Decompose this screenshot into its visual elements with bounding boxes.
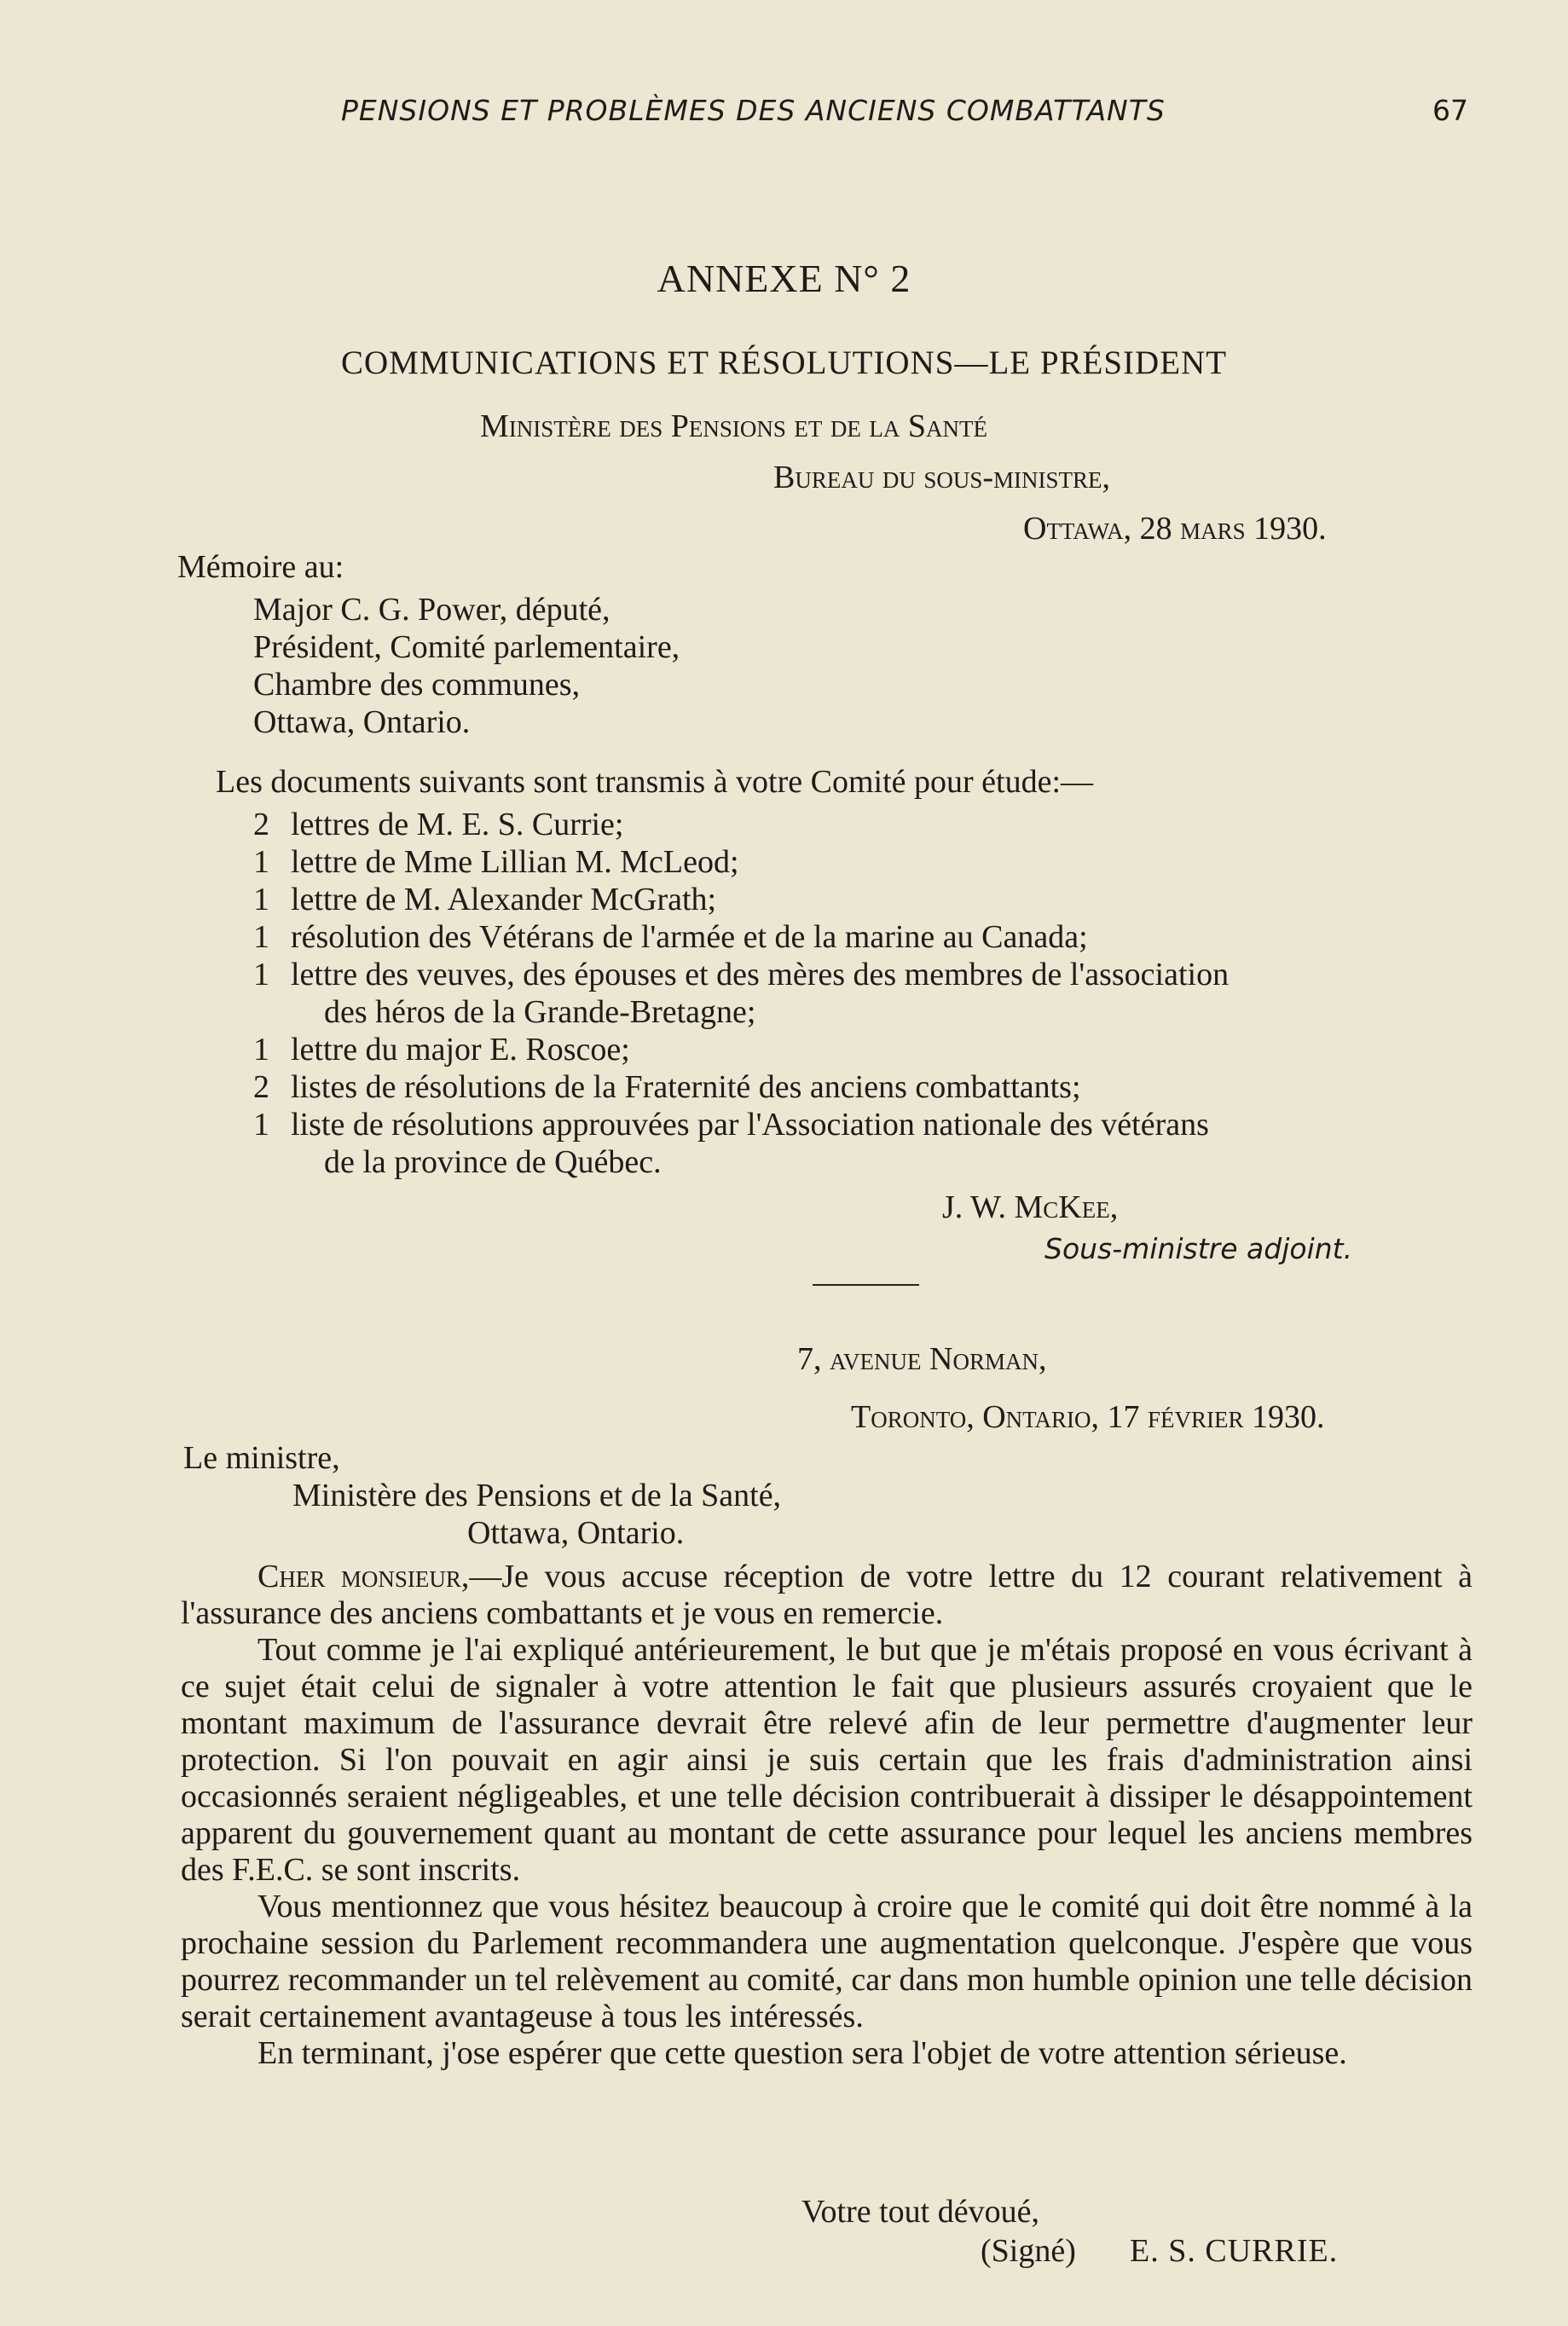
item-text: liste de résolutions approuvées par l'Association nationale des vétérans <box>291 1107 1209 1143</box>
list-item <box>253 1106 1209 1143</box>
recipient-line: Ottawa, Ontario. <box>467 1515 685 1551</box>
memo-signature-name: J. W. McKee, <box>942 1189 1119 1225</box>
addressee-line: Chambre des communes, <box>253 667 581 703</box>
letter-paragraph <box>181 1559 1473 1632</box>
addressee-line: Ottawa, Ontario. <box>253 704 471 740</box>
letter-place-date-text: Toronto, Ontario, 17 février 1930. <box>851 1399 1325 1435</box>
list-item <box>253 956 1229 993</box>
letter-paragraph: En terminant, j'ose espérer que cette question sera l'objet de votre attention sérieuse. <box>257 2035 1347 2071</box>
signed-label: (Signé) <box>981 2233 1076 2269</box>
annexe-title: ANNEXE N° 2 <box>657 257 911 300</box>
salutation: Cher monsieur, <box>257 1559 470 1594</box>
list-item <box>253 1068 1081 1106</box>
letter-paragraph: Vous mentionnez que vous hésitez beaucoup à croire que le comité qui doit être nommé à la prochaine session du Parlement recommandera une augmentation quelconque. J'espère que vous pourrez recommander un tel relèvement au comité, car dans mon humble opinion une telle décision serait certainement avantageuse à tous les intéressés. <box>181 1889 1473 2034</box>
item-text: lettres de M. E. S. Currie; <box>291 807 624 842</box>
memo-label: Mémoire au: <box>177 549 344 585</box>
addressee-line: Major C. G. Power, député, <box>253 592 610 628</box>
memo-place-date <box>1023 510 1327 547</box>
memo-place-date-text: Ottawa, 28 mars 1930. <box>1023 511 1327 547</box>
running-head-title: PENSIONS ET PROBLÈMES DES ANCIENS COMBATTANTS <box>341 94 1166 127</box>
item-count: 1 <box>253 957 269 992</box>
section-title: COMMUNICATIONS ET RÉSOLUTIONS—LE PRÉSIDENT <box>340 344 1228 381</box>
letter-signer: E. S. CURRIE. <box>1130 2233 1339 2269</box>
bureau-line: Bureau du sous-ministre, <box>773 460 1111 495</box>
recipient-line: Le ministre, <box>183 1440 340 1476</box>
item-text: lettre des veuves, des épouses et des mères des membres de l'association <box>291 957 1230 992</box>
item-count: 1 <box>253 1032 269 1068</box>
list-item <box>253 843 739 881</box>
item-continuation: de la province de Québec. <box>324 1144 662 1180</box>
item-text: résolution des Vétérans de l'armée et de la marine au Canada; <box>291 919 1088 955</box>
item-count: 2 <box>253 807 269 842</box>
letter-paragraph: Tout comme je l'ai expliqué antérieurement, le but que je m'étais proposé en vous écrivant à ce sujet était celui de signaler à votre attention le fait que plusieurs assurés croyaient que le montant maximum de l'assurance devrait être relevé afin de leur permettre d'augmenter leur protection. Si l'on pouvait en agir ainsi je suis certain que les frais d'administration ainsi occasionnés seraient négligeables, et une telle décision contribuerait à dissiper le désappointement apparent du gouvernement quant au montant de cette assurance pour lequel les anciens membres des F.E.C. se sont inscrits. <box>181 1632 1473 1888</box>
item-count: 1 <box>253 919 269 955</box>
item-count: 1 <box>253 844 269 880</box>
item-text: lettre de M. Alexander McGrath; <box>291 882 717 917</box>
memo-intro: Les documents suivants sont transmis à votre Comité pour étude:— <box>216 764 1094 800</box>
paragraph-text: —Je vous accuse réception de votre lettre du 12 courant relativement à l'assurance des anciens combattants et je vous en remercie. <box>181 1559 1473 1631</box>
list-item <box>253 918 1088 956</box>
ministry-line: Ministère des Pensions et de la Santé <box>480 408 988 444</box>
list-item <box>253 1031 630 1068</box>
page-number: 67 <box>1432 94 1468 127</box>
item-text: lettre du major E. Roscoe; <box>291 1032 630 1068</box>
item-text: listes de résolutions de la Fraternité des anciens combattants; <box>291 1069 1081 1105</box>
memo-signature-title: Sous-ministre adjoint. <box>1044 1232 1353 1265</box>
letter-place-date <box>851 1398 1325 1436</box>
addressee-line: Président, Comité parlementaire, <box>253 629 680 665</box>
list-item <box>253 881 716 918</box>
item-count: 2 <box>253 1069 269 1105</box>
recipient-line: Ministère des Pensions et de la Santé, <box>292 1478 782 1513</box>
letter-address: 7, avenue Norman, <box>797 1341 1047 1377</box>
item-count: 1 <box>253 1107 269 1143</box>
separator-rule <box>813 1284 919 1286</box>
list-item <box>253 806 623 843</box>
letter-body <box>181 1559 1473 2072</box>
letter-closing: Votre tout dévoué, <box>801 2194 1039 2230</box>
item-count: 1 <box>253 882 269 917</box>
item-text: lettre de Mme Lillian M. McLeod; <box>291 844 739 880</box>
item-continuation: des héros de la Grande-Bretagne; <box>324 994 756 1030</box>
